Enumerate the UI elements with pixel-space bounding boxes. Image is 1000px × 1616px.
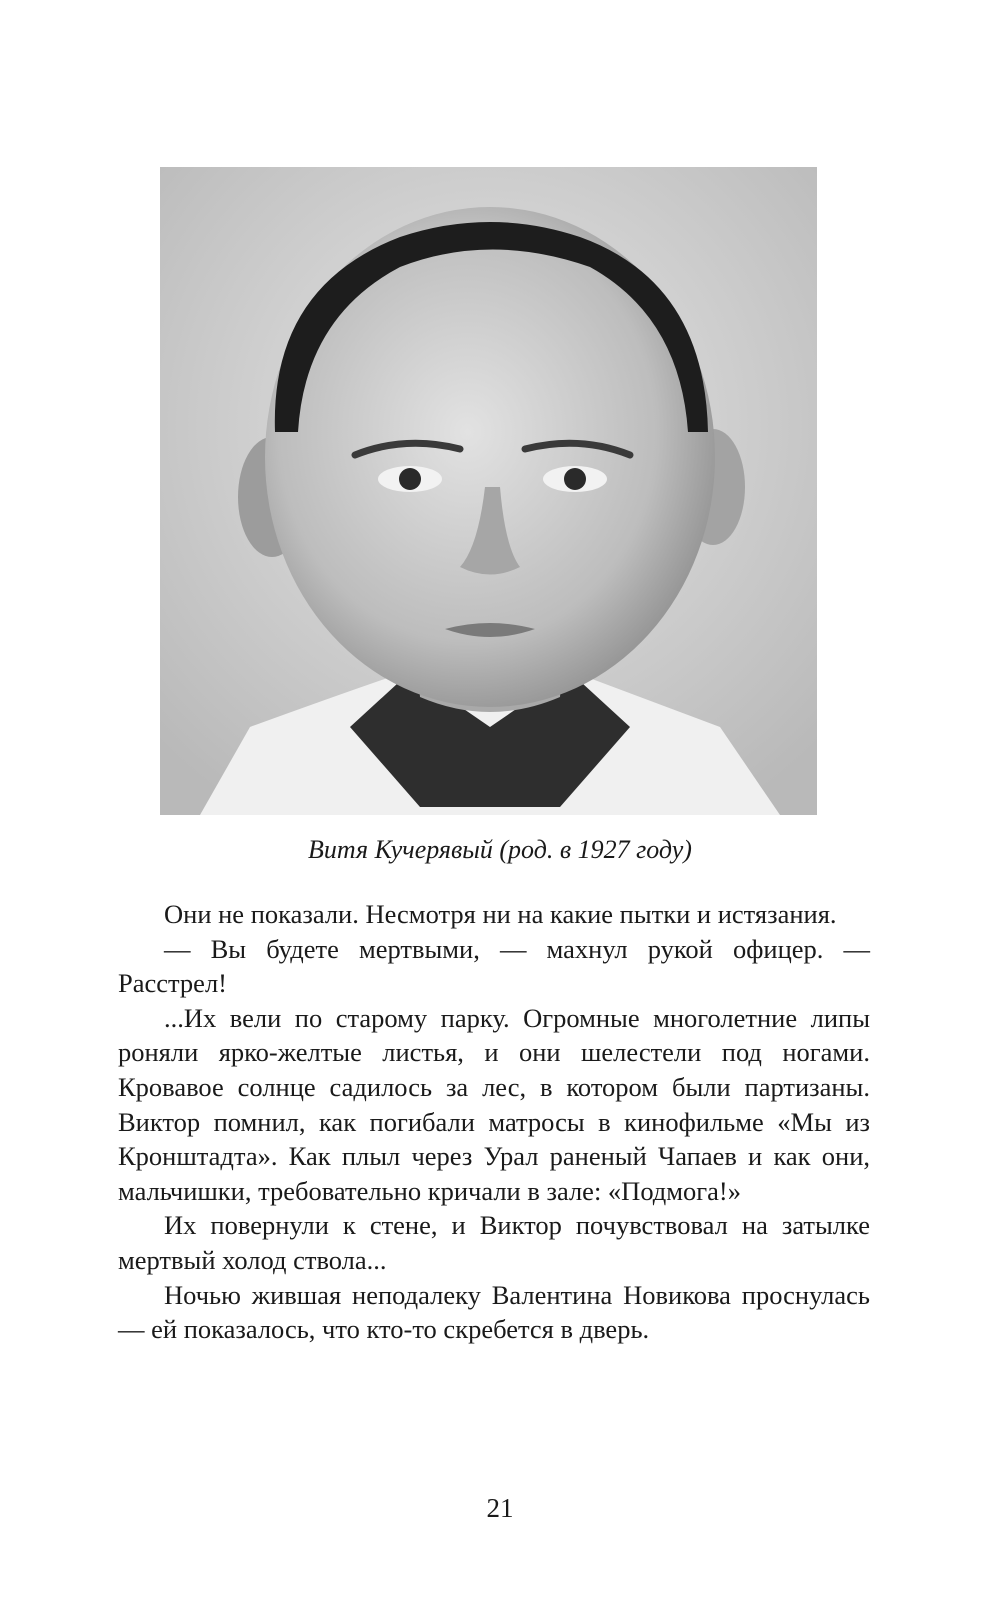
paragraph: Ночью жившая неподалеку Валентина Новикова проснулась — ей показалось, что кто-то скребется в дверь.: [118, 1279, 870, 1345]
body-text: [118, 897, 870, 1347]
paragraph: ...Их вели по старому парку. Огромные многолетние липы роняли ярко-желтые листья, и они шелестели под ногами. Кровавое солнце садилось за лес, в котором были партизаны. Виктор помнил, как погибали матросы в кинофильме «Мы из Кронштадта». Как плыл через Урал раненый Чапаев и как они, мальчишки, требовательно кричали в зале: «Подмога!»: [118, 1002, 870, 1206]
figure-caption: Витя Кучерявый (род. в 1927 году): [308, 835, 692, 864]
paragraph: Они не показали. Несмотря ни на какие пытки и истязания.: [164, 899, 837, 929]
page-number: 21: [486, 1493, 514, 1523]
portrait-illustration: [160, 167, 817, 815]
paragraph: — Вы будете мертвыми, — махнул рукой офицер. — Расстрел!: [118, 933, 870, 999]
paragraph: Их повернули к стене, и Виктор почувствовал на затылке мертвый холод ствола...: [118, 1210, 870, 1275]
portrait-photo: [160, 167, 817, 815]
